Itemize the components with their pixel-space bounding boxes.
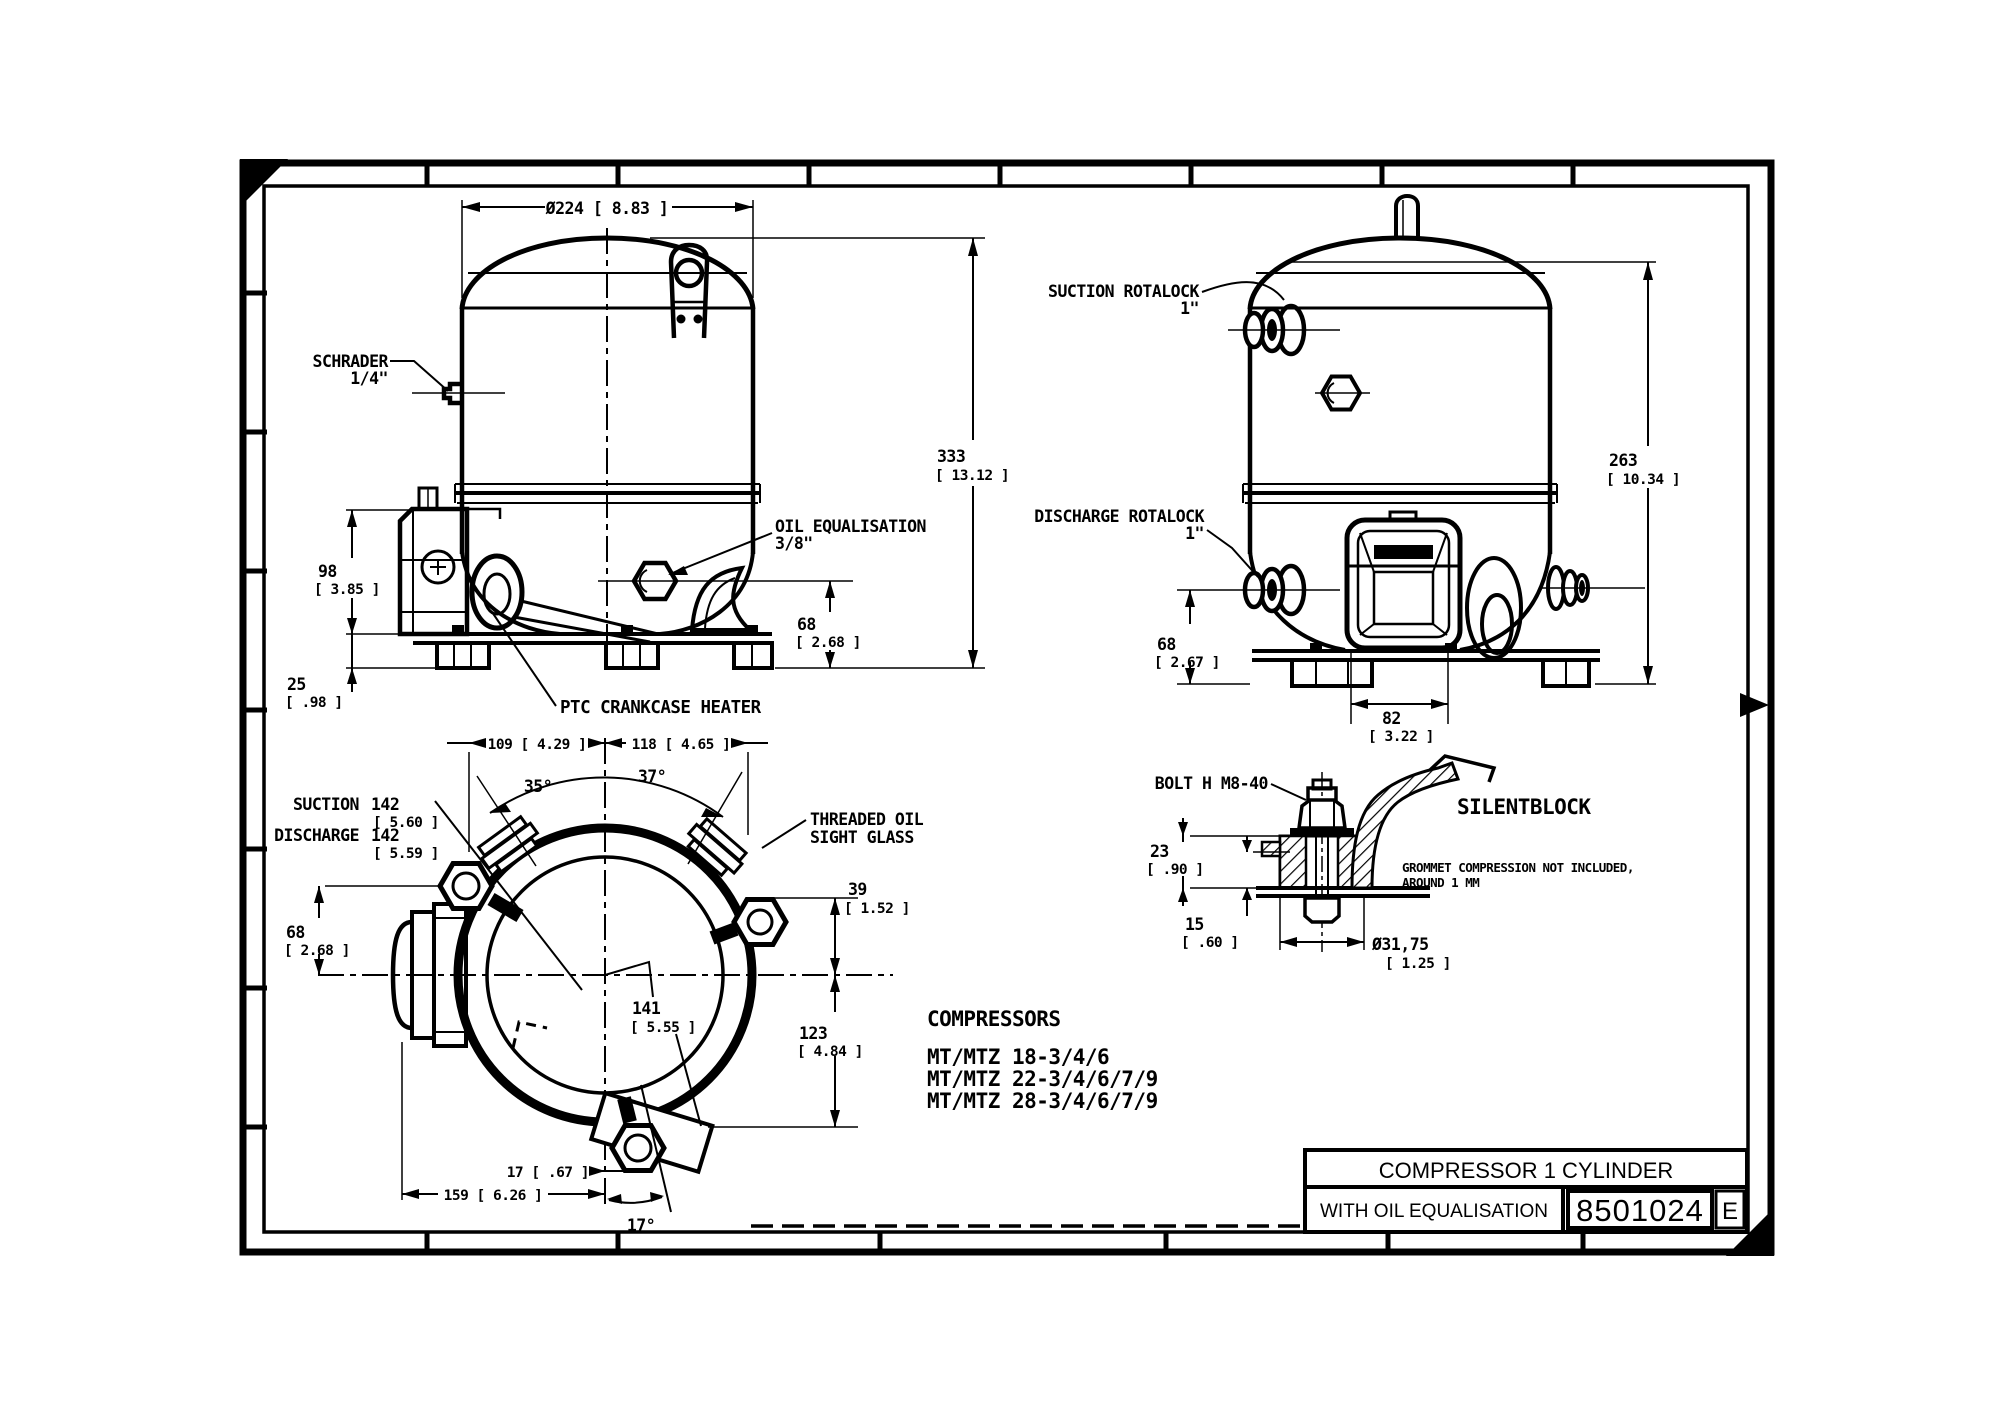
- body-plug: [1315, 377, 1370, 410]
- compressor-model-3: MT/MTZ 28-3/4/6/7/9: [927, 1089, 1158, 1113]
- dim-text-82: 82: [1382, 709, 1401, 728]
- side-feet: [1252, 643, 1600, 686]
- sight-glass-callout: [762, 810, 924, 848]
- dim-text-68-side: 68: [1157, 635, 1176, 654]
- dim-text-141: 141: [632, 999, 661, 1018]
- schrader-size: 1/4": [350, 369, 388, 388]
- dim-discharge-68: [1154, 590, 1250, 684]
- suction-rotalock-label: SUCTION ROTALOCK: [1048, 282, 1199, 301]
- dim-text-15-in: [ .60 ]: [1181, 935, 1239, 951]
- oil-eq-label: OIL EQUALISATION: [775, 517, 926, 536]
- discharge-in: [ 5.59 ]: [373, 846, 439, 862]
- dim-text-333: 333: [937, 447, 966, 466]
- schrader-label: SCHRADER: [312, 352, 388, 371]
- dim-text-17: 17 [ .67 ]: [506, 1165, 589, 1181]
- dim-text-top68: 68: [286, 923, 305, 942]
- drawing-subtitle: WITH OIL EQUALISATION: [1319, 1201, 1549, 1222]
- right-fitting: [1540, 567, 1645, 609]
- dim-text-top68-in: [ 2.68 ]: [284, 943, 350, 959]
- angle-17-text: 17°: [626, 1216, 656, 1235]
- hidden-foot-outline: [513, 1022, 547, 1048]
- schrader-valve: [412, 384, 505, 403]
- dim-text-68-in: [ 2.68 ]: [795, 635, 861, 651]
- suction-label: SUCTION: [292, 795, 359, 814]
- discharge-rotalock-label: DISCHARGE ROTALOCK: [1034, 507, 1204, 526]
- dim-text-123: 123: [799, 1024, 828, 1043]
- dim-141: [630, 999, 696, 1036]
- dim-text-333-in: [ 13.12 ]: [935, 468, 1010, 484]
- grommet-note-1: GROMMET COMPRESSION NOT INCLUDED,: [1402, 860, 1634, 875]
- schrader-callout: [313, 352, 448, 391]
- dim-text-263-in: [ 10.34 ]: [1606, 472, 1681, 488]
- discharge-label: DISCHARGE: [274, 826, 359, 845]
- dim-23: [1146, 818, 1285, 906]
- title-block: [1305, 1150, 1747, 1232]
- dim-text-dia3175: Ø31,75: [1372, 935, 1429, 954]
- angle-35-text: 35°: [523, 777, 553, 796]
- suction-in: [ 5.60 ]: [373, 815, 439, 831]
- dim-text-15: 15: [1185, 915, 1204, 934]
- drawing-number: 8501024: [1576, 1193, 1704, 1228]
- dim-text-68: 68: [797, 615, 816, 634]
- drawing-revision: E: [1721, 1198, 1739, 1225]
- compressors-list: [927, 1007, 1158, 1113]
- dim-text-98: 98: [318, 562, 337, 581]
- ptc-label: PTC CRANKCASE HEATER: [560, 698, 761, 718]
- dim-text-25: 25: [287, 675, 306, 694]
- dim-text-dia224: Ø224 [ 8.83 ]: [545, 199, 669, 218]
- compressor-model-1: MT/MTZ 18-3/4/6: [927, 1045, 1110, 1069]
- dim-text-23: 23: [1150, 842, 1169, 861]
- silentblock-title: SILENTBLOCK: [1457, 795, 1591, 819]
- dim-text-25-in: [ .98 ]: [285, 695, 343, 711]
- dim-text-23-in: [ .90 ]: [1146, 862, 1204, 878]
- oil-equalisation-port: [598, 563, 726, 599]
- sight-glass-line2: SIGHT GLASS: [810, 828, 914, 847]
- dim-text-39: 39: [848, 880, 867, 899]
- discharge-mm: 142: [371, 826, 400, 845]
- suction-rotalock-size: 1": [1180, 299, 1199, 318]
- top-view: [274, 737, 924, 1235]
- radius-labels: [274, 795, 439, 862]
- center-arrow-icon: [1740, 693, 1769, 717]
- suction-rotalock-fitting: [1228, 306, 1340, 354]
- angle-37-text: 37°: [637, 767, 667, 786]
- lifting-lug-edge: [1396, 196, 1418, 238]
- dim-text-118: 118 [ 4.65 ]: [631, 737, 731, 753]
- dim-text-159: 159 [ 6.26 ]: [443, 1188, 543, 1204]
- discharge-rotalock-fitting: [1225, 566, 1340, 614]
- suction-horn: [692, 568, 750, 630]
- oil-eq-callout: [668, 517, 926, 575]
- dim-text-141-in: [ 5.55 ]: [630, 1020, 696, 1036]
- dim-text-98-in: [ 3.85 ]: [314, 582, 380, 598]
- sight-glass-stack: [682, 816, 749, 880]
- drawing-title: COMPRESSOR 1 CYLINDER: [1378, 1158, 1674, 1183]
- sight-glass-line1: THREADED OIL: [810, 810, 924, 829]
- dim-text-109: 109 [ 4.29 ]: [487, 737, 587, 753]
- compressors-heading: COMPRESSORS: [927, 1007, 1061, 1031]
- side-view: [1034, 196, 1680, 745]
- silentblock-detail: [1146, 756, 1634, 972]
- terminal-mount-block: [1347, 512, 1460, 648]
- discharge-elbow: [1467, 558, 1521, 658]
- front-view: [285, 199, 1009, 718]
- discharge-rotalock-callout: [1034, 507, 1258, 577]
- oil-eq-size: 3/8": [775, 534, 813, 553]
- discharge-rotalock-size: 1": [1185, 524, 1204, 543]
- grommet-note-2: AROUND 1 MM: [1402, 875, 1480, 890]
- dim-text-39-in: [ 1.52 ]: [844, 901, 910, 917]
- dim-text-82-in: [ 3.22 ]: [1368, 729, 1434, 745]
- dim-top-68: [284, 886, 440, 975]
- dim-text-123-in: [ 4.84 ]: [797, 1044, 863, 1060]
- dim-text-68-side-in: [ 2.67 ]: [1154, 655, 1220, 671]
- dim-text-263: 263: [1609, 451, 1638, 470]
- compressor-model-2: MT/MTZ 22-3/4/6/7/9: [927, 1067, 1158, 1091]
- dim-bolts-82: [1351, 650, 1448, 745]
- bolt-label: BOLT H M8-40: [1154, 774, 1268, 793]
- right-hex-fitting: [712, 900, 786, 945]
- left-hex-fitting: [440, 864, 520, 917]
- lifting-lug: [671, 245, 707, 338]
- dim-text-dia3175-in: [ 1.25 ]: [1385, 956, 1451, 972]
- suction-mm: 142: [371, 795, 400, 814]
